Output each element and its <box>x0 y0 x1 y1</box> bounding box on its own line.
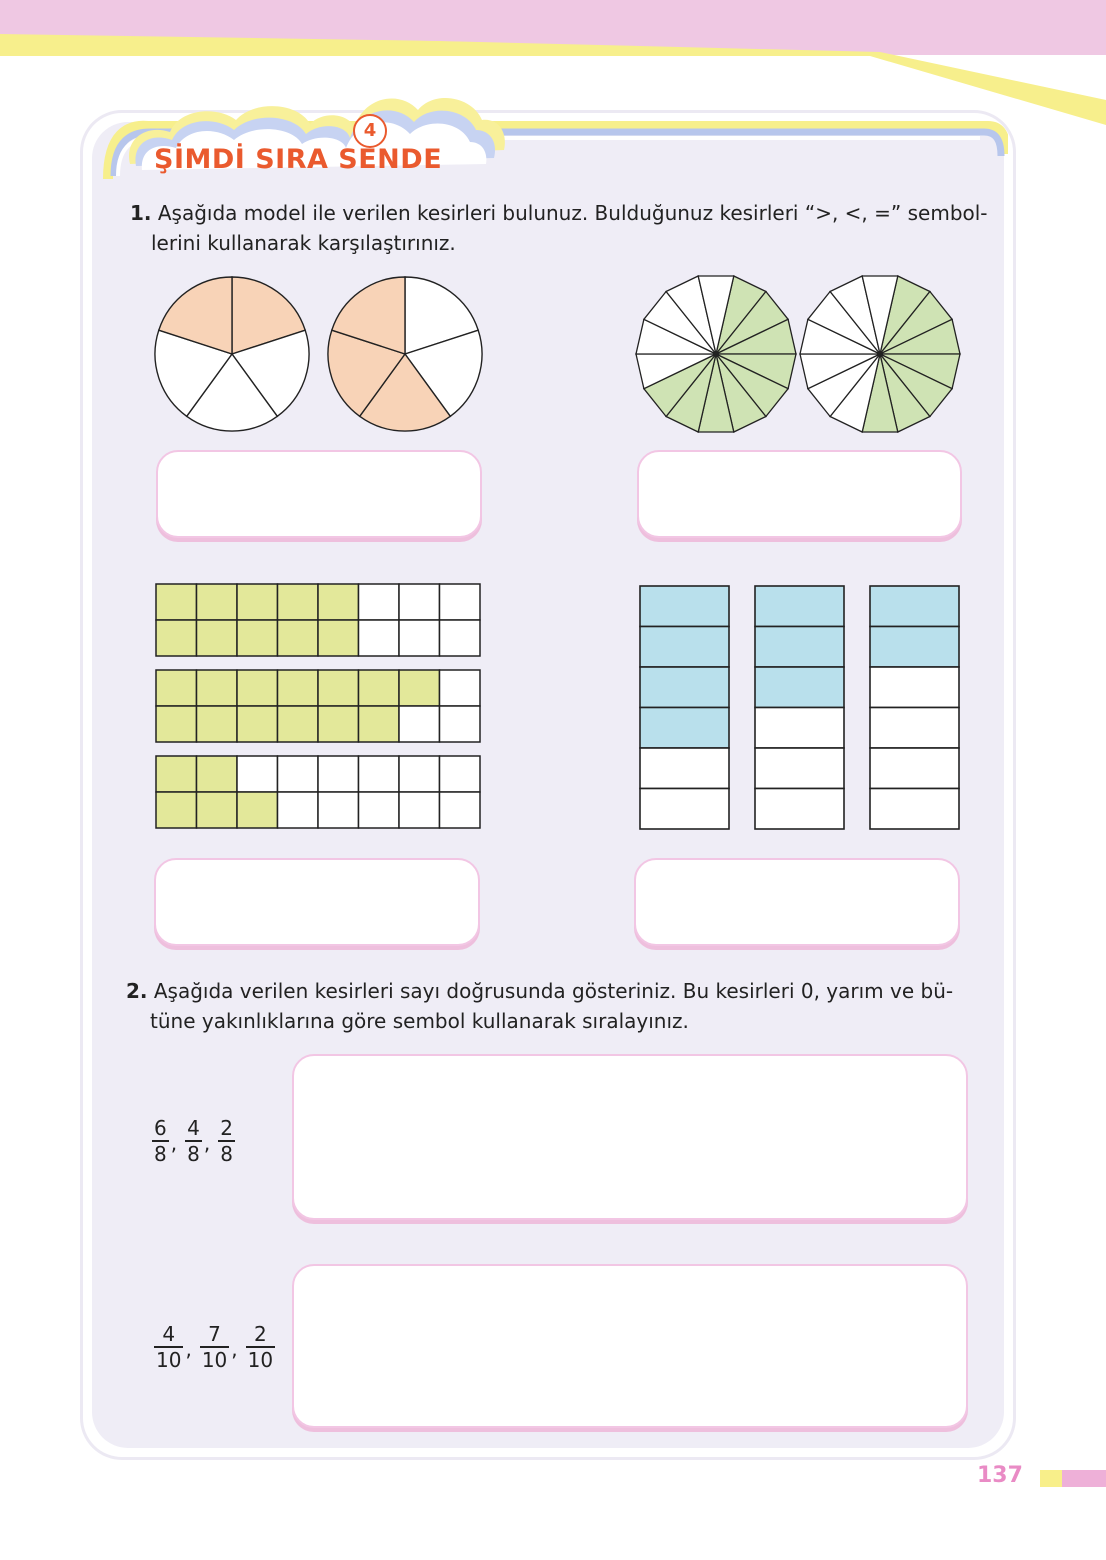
grid-cell <box>399 706 440 742</box>
numerator: 6 <box>154 1116 167 1140</box>
strip-cell <box>640 708 729 749</box>
cloud-decoration <box>88 84 1008 194</box>
answer-box-2a[interactable] <box>292 1054 968 1220</box>
grid-cell <box>237 756 278 792</box>
strip-cell <box>755 667 844 708</box>
strip-cell <box>640 748 729 789</box>
grid-cell <box>399 584 440 620</box>
numerator: 4 <box>162 1322 176 1346</box>
answer-box-2b[interactable] <box>292 1264 968 1428</box>
grid-cell <box>278 756 319 792</box>
grid-cell <box>197 670 238 706</box>
strip-cell <box>755 586 844 627</box>
answer-box-1c[interactable] <box>154 858 480 946</box>
grid-cell <box>237 706 278 742</box>
fraction <box>152 1116 169 1166</box>
grid-cell <box>237 792 278 828</box>
grid-cell <box>440 792 481 828</box>
grid-cell <box>197 706 238 742</box>
grid-cell <box>399 756 440 792</box>
section-title: ŞİMDİ SIRA SENDE <box>154 144 443 175</box>
fraction <box>185 1116 202 1166</box>
grid-cell <box>440 670 481 706</box>
grid-cell <box>359 756 400 792</box>
grid-cell <box>318 756 359 792</box>
fraction-set-2: $\frac{4}{10}$ , $\frac{7}{10}$ , $\frac{2}{10}$ <box>156 1322 274 1372</box>
grid-cell <box>237 620 278 656</box>
numerator: 2 <box>220 1116 233 1140</box>
grid-cell <box>278 792 319 828</box>
grid-cell <box>359 670 400 706</box>
fraction <box>200 1322 229 1372</box>
question-1-text-line1: Aşağıda model ile verilen kesirleri bulunuz. Bulduğunuz kesirleri “>, <, =” sembol- <box>157 201 988 225</box>
grid-cell <box>318 670 359 706</box>
grid-fraction-model <box>150 578 490 834</box>
strip-cell <box>755 708 844 749</box>
polygon-fraction-model <box>634 272 964 438</box>
strip-cell <box>640 586 729 627</box>
strip-cell <box>870 667 959 708</box>
strip-cell <box>755 627 844 668</box>
grid-cell <box>197 584 238 620</box>
question-2 <box>126 976 1006 1036</box>
strip-cell <box>870 627 959 668</box>
strip-cell <box>755 748 844 789</box>
grid-cell <box>359 706 400 742</box>
denominator: 8 <box>187 1142 200 1166</box>
strip-cell <box>640 627 729 668</box>
grid-cell <box>156 584 197 620</box>
grid-cell <box>318 584 359 620</box>
grid-cell <box>399 670 440 706</box>
grid-cell <box>156 706 197 742</box>
strip-cell <box>755 789 844 830</box>
fraction <box>218 1116 235 1166</box>
grid-cell <box>440 706 481 742</box>
denominator: 10 <box>156 1348 182 1372</box>
strip-cell <box>640 667 729 708</box>
fraction-set-1: $\frac{6}{8}$ , $\frac{4}{8}$ , $\frac{2}{8}$ <box>154 1116 233 1166</box>
circle-model-left <box>155 277 309 431</box>
grid-cell <box>318 706 359 742</box>
grid-cell <box>197 756 238 792</box>
question-2-text-line2: tüne yakınlıklarına göre sembol kullanarak sıralayınız. <box>150 1009 689 1033</box>
strip-cell <box>870 586 959 627</box>
grid-cell <box>440 620 481 656</box>
question-1-text-line2: lerini kullanarak karşılaştırınız. <box>151 231 456 255</box>
page-number: 137 <box>977 1463 1023 1488</box>
grid-cell <box>237 670 278 706</box>
question-2-number: 2. <box>126 979 148 1003</box>
denominator: 8 <box>154 1142 167 1166</box>
grid-cell <box>440 756 481 792</box>
numerator: 2 <box>253 1322 267 1346</box>
grid-cell <box>156 756 197 792</box>
strip-cell <box>870 708 959 749</box>
grid-cell <box>399 620 440 656</box>
grid-cell <box>440 584 481 620</box>
grid-cell <box>197 792 238 828</box>
page-strip-pink <box>1062 1470 1106 1487</box>
grid-cell <box>278 584 319 620</box>
grid-cell <box>278 706 319 742</box>
question-2-text-line1: Aşağıda verilen kesirleri sayı doğrusunda gösteriniz. Bu kesirleri 0, yarım ve bü- <box>153 979 954 1003</box>
question-1-number: 1. <box>130 201 152 225</box>
polygon-model-right <box>800 276 960 432</box>
strip-cell <box>870 748 959 789</box>
strip-fraction-model <box>634 578 964 834</box>
section-number-badge: 4 <box>353 114 387 148</box>
page-strip-yellow <box>1040 1470 1062 1487</box>
numerator: 4 <box>187 1116 200 1140</box>
circle-fraction-model <box>150 272 490 438</box>
answer-box-1b[interactable] <box>637 450 962 538</box>
grid-cell <box>359 792 400 828</box>
grid-cell <box>399 792 440 828</box>
answer-box-1d[interactable] <box>634 858 960 946</box>
grid-cell <box>318 792 359 828</box>
answer-box-1a[interactable] <box>156 450 482 538</box>
grid-cell <box>237 584 278 620</box>
polygon-model-left <box>636 276 796 432</box>
grid-cell <box>197 620 238 656</box>
fraction <box>154 1322 183 1372</box>
grid-cell <box>318 620 359 656</box>
grid-cell <box>359 584 400 620</box>
grid-cell <box>278 620 319 656</box>
strip-cell <box>640 789 729 830</box>
grid-cell <box>359 620 400 656</box>
question-1 <box>130 198 1000 258</box>
grid-cell <box>278 670 319 706</box>
grid-cell <box>156 620 197 656</box>
circle-model-right <box>328 277 482 431</box>
numerator: 7 <box>208 1322 221 1346</box>
denominator: 10 <box>201 1348 228 1372</box>
denominator: 8 <box>220 1142 233 1166</box>
grid-cell <box>156 670 197 706</box>
denominator: 10 <box>247 1348 274 1372</box>
strip-cell <box>870 789 959 830</box>
grid-cell <box>156 792 197 828</box>
fraction <box>246 1322 275 1372</box>
